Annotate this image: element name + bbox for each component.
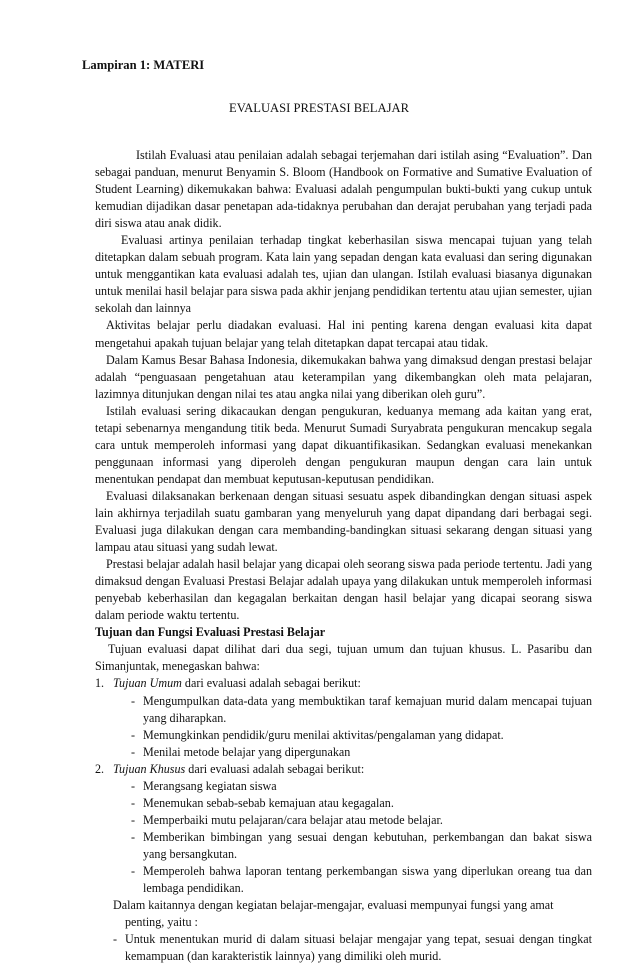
fungsi-intro-line2: penting, yaitu : xyxy=(125,915,198,930)
section-intro: Tujuan evaluasi dapat dilihat dari dua segi, tujuan umum dan tujuan khusus. L. Pasaribu dan Simanjuntak, menegaskan bahwa: xyxy=(95,642,592,674)
paragraph-pengukuran: Istilah evaluasi sering dikacaukan dengan pengukuran, keduanya memang ada kaitan yang erat, tetapi sebenarnya mengandung titik beda. Menurut Sumadi Suryabrata pengukuran mencakup segala cara untuk memperoleh informasi yang dapat dikuantifikasikan. Sedangkan evaluasi menekankan penggunaan informasi yang diperoleh dengan pengukuran maupun dengan cara lain untuk menentukan pendapat dan membuat keputusan-keputusan pendidikan. xyxy=(95,403,592,486)
fungsi-list xyxy=(95,931,592,965)
goal-heading-rest: dari evaluasi adalah sebagai berikut: xyxy=(185,761,365,776)
list-item: - Mengumpulkan data-data yang membuktikan taraf kemajuan murid dalam mencapai tujuan yang diharapkan. xyxy=(131,693,592,727)
goal-heading-rest: dari evaluasi adalah sebagai berikut: xyxy=(181,676,361,691)
goal-term: Tujuan Umum xyxy=(113,676,182,691)
document-body xyxy=(95,147,592,965)
goal-term: Tujuan Khusus xyxy=(113,761,186,776)
section-heading: Tujuan dan Fungsi Evaluasi Prestasi Belajar xyxy=(95,625,326,640)
goal-sublist xyxy=(113,778,592,897)
fungsi-intro xyxy=(95,897,592,931)
list-item: - Untuk menentukan murid di dalam situasi belajar mengajar yang tepat, sesuai dengan tingkat kemampuan (dan karakteristik lainnya) yang dimiliki oleh murid. xyxy=(113,931,592,965)
paragraph-aktivitas-belajar: Aktivitas belajar perlu diadakan evaluasi. Hal ini penting karena dengan evaluasi kita dapat mengetahui apakah tujuan belajar yang telah ditetapkan dapat tercapai atau tidak. xyxy=(95,318,592,350)
document-title: EVALUASI PRESTASI BELAJAR xyxy=(229,101,409,115)
goal-number: 1. xyxy=(95,676,105,691)
list-item: - Memungkinkan pendidik/guru menilai aktivitas/pengalaman yang didapat. xyxy=(131,727,592,744)
goal-item-umum xyxy=(95,675,592,760)
paragraph-evaluasi-artinya: Evaluasi artinya penilaian terhadap tingkat keberhasilan siswa mencapai tujuan yang telah ditetapkan dalam sebuah program. Kata lain yang sepadan dengan kata evaluasi dan sering digunakan untuk menggantikan kata evaluasi adalah tes, ujian dan ulangan. Istilah evaluasi biasanya digunakan untuk menilai hasil belajar para siswa pada akhir jenjang pendidikan tertentu atau ujian semester, ujian sekolah dan lainnya xyxy=(95,233,592,316)
goal-number: 2. xyxy=(95,761,105,776)
list-item: - Memperoleh bahwa laporan tentang perkembangan siswa yang diperlukan oreang tua dan lembaga pendidikan. xyxy=(131,863,592,897)
goal-heading xyxy=(113,762,364,776)
list-item: - Menemukan sebab-sebab kemajuan atau kegagalan. xyxy=(131,795,592,812)
list-item: - Merangsang kegiatan siswa xyxy=(131,778,592,795)
goals-list xyxy=(95,675,592,897)
paragraph-kamus-besar: Dalam Kamus Besar Bahasa Indonesia, dikemukakan bahwa yang dimaksud dengan prestasi belajar adalah “penguasaan pengetahuan atau keterampilan yang dikembangkan oleh mata pelajaran, lazimnya ditunjukan dengan nilai tes atau angka nilai yang diberikan oleh guru”. xyxy=(95,352,592,401)
paragraph-istilah-evaluasi: Istilah Evaluasi atau penilaian adalah sebagai terjemahan dari istilah asing “Evaluation”. Dan sebagai panduan, menurut Benyamin S. Bloom (Handbook on Formative and Sumative Evaluation of Student Learning) dikemukakan bahwa: Evaluasi adalah pengumpulan bukti-bukti yang cukup untuk kemudian dijadikan dasar penetapan ada-tidaknya perubahan dan derajat perubahan yang terjadi pada diri siswa atau anak didik. xyxy=(95,148,592,231)
paragraph-evaluasi-dilaksanakan: Evaluasi dilaksanakan berkenaan dengan situasi sesuatu aspek dibandingkan dengan situasi aspek lain akhirnya terjadilah suatu gambaran yang menyeluruh yang dapat dipandang dari berbagai segi. Evaluasi juga dilakukan dengan cara membanding-bandingkan situasi sekarang dengan situasi yang lampau atau situasi yang sudah lewat. xyxy=(95,488,592,555)
list-item: - Memberikan bimbingan yang sesuai dengan kebutuhan, perkembangan dan bakat siswa yang bersangkutan. xyxy=(131,829,592,863)
appendix-label: Lampiran 1: MATERI xyxy=(82,58,205,72)
goal-sublist xyxy=(113,693,592,761)
list-item: - Menilai metode belajar yang dipergunakan xyxy=(131,744,592,761)
goal-heading xyxy=(113,676,361,690)
list-item: - Memperbaiki mutu pelajaran/cara belajar atau metode belajar. xyxy=(131,812,592,829)
goal-item-khusus xyxy=(95,761,592,897)
paragraph-prestasi-belajar: Prestasi belajar adalah hasil belajar yang dicapai oleh seorang siswa pada periode tertentu. Jadi yang dimaksud dengan Evaluasi Prestasi Belajar adalah upaya yang dilakukan untuk memperoleh informasi penyebab keberhasilan dan kegagalan berkaitan dengan hasil belajar yang dicapai seorang siswa dalam periode waktu tertentu. xyxy=(95,557,592,623)
fungsi-intro-line1: Dalam kaitannya dengan kegiatan belajar-mengajar, evaluasi mempunyai fungsi yang amat xyxy=(113,898,554,913)
